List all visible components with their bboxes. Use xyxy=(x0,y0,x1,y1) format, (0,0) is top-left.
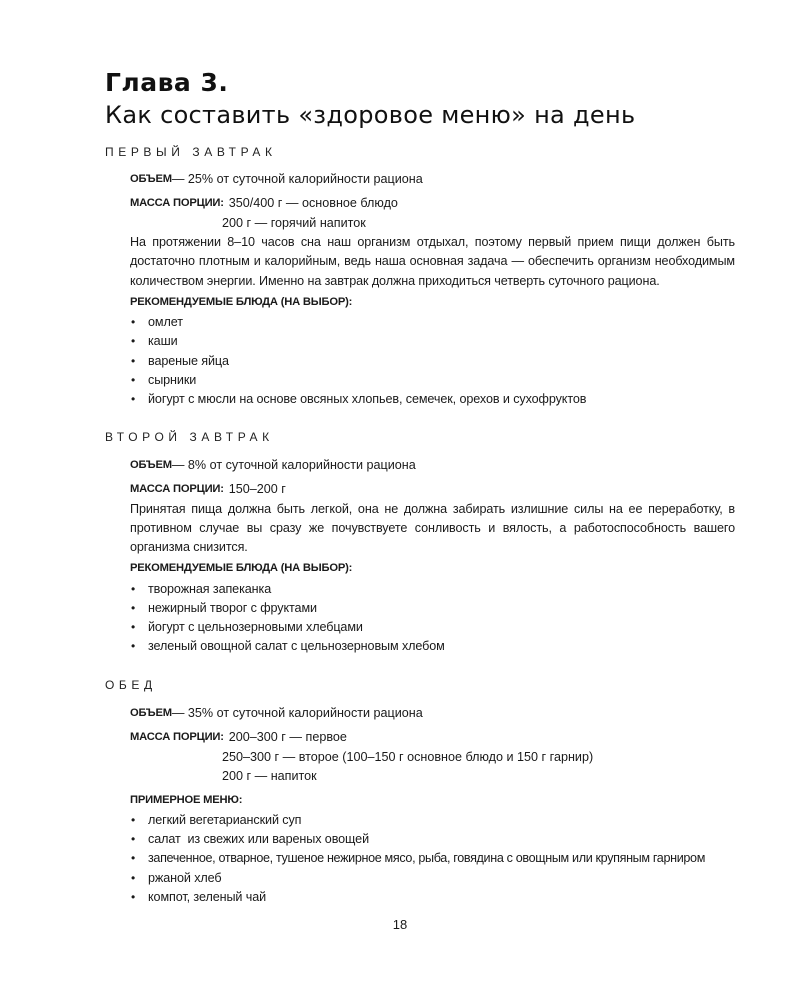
mass-line xyxy=(130,480,735,499)
mass-value: 250–300 г — второе (100–150 г основное блюдо и 150 г гарнир) xyxy=(222,749,594,764)
bullet-icon: • xyxy=(131,581,136,596)
list-item: • легкий вегетарианский суп xyxy=(130,811,735,830)
bullet-icon: • xyxy=(131,601,136,616)
chapter-number: Глава 3. xyxy=(105,68,229,97)
mass-value: 200–300 г — первое xyxy=(228,730,347,745)
list-item: • сырники xyxy=(130,371,735,390)
volume-text: — 25% от суточной калорийности рациона xyxy=(171,172,423,186)
volume-label: ОБЪЕМ xyxy=(130,707,172,719)
list-item: • запеченное, отварное, тушеное нежирное мясо, рыба, говядина с овощным или крупяным гарниром xyxy=(130,849,735,868)
mass-label: МАССА ПОРЦИИ: xyxy=(130,197,224,210)
list-item: • салат из свежих или вареных овощей xyxy=(130,830,735,849)
mass-label: МАССА ПОРЦИИ: xyxy=(130,731,224,744)
bullet-icon: • xyxy=(131,391,136,406)
volume-label: ОБЪЕМ xyxy=(130,173,172,185)
bullet-icon: • xyxy=(131,870,136,885)
section-heading-breakfast2: ВТОРОЙ ЗАВТРАК xyxy=(105,430,274,444)
list-item: • творожная запеканка xyxy=(130,580,735,599)
volume-text: — 35% от суточной калорийности рациона xyxy=(171,706,423,720)
bullet-icon: • xyxy=(131,639,136,654)
bullet-icon: • xyxy=(131,353,136,368)
list-title: ПРИМЕРНОЕ МЕНЮ: xyxy=(130,793,243,806)
section-heading-breakfast1: ПЕРВЫЙ ЗАВТРАК xyxy=(105,145,277,159)
section-heading-lunch: ОБЕД xyxy=(105,678,157,692)
mass-value: 150–200 г xyxy=(228,482,286,497)
bullet-icon: • xyxy=(131,334,136,349)
list-item: • йогурт с мюсли на основе овсяных хлопьев, семечек, орехов и сухофруктов xyxy=(130,390,735,409)
volume-line xyxy=(130,170,735,189)
bullet-icon: • xyxy=(131,851,136,866)
page-number: 18 xyxy=(392,917,408,932)
list-item: • зеленый овощной салат с цельнозерновым хлебом xyxy=(130,637,735,656)
mass-line xyxy=(130,728,735,747)
list-item: • вареные яйца xyxy=(130,352,735,371)
chapter-title: Как составить «здоровое меню» на день xyxy=(105,101,636,129)
bullet-icon: • xyxy=(131,889,136,904)
bullet-icon: • xyxy=(131,832,136,847)
mass-value: 200 г — напиток xyxy=(222,769,317,784)
list-item: • ржаной хлеб xyxy=(130,869,735,888)
list-item: • компот, зеленый чай xyxy=(130,888,735,907)
section-paragraph: Принятая пища должна быть легкой, она не должна забирать излишние силы на ее переработку, в противном случае вы сразу же почувствуете сонливость и вялость, а работоспособность вашего организма снизится. xyxy=(130,501,735,555)
section-lunch xyxy=(130,704,735,907)
bullet-icon: • xyxy=(131,372,136,387)
volume-text: — 8% от суточной калорийности рациона xyxy=(171,458,416,472)
dish-list xyxy=(130,580,735,657)
list-title: РЕКОМЕНДУЕМЫЕ БЛЮДА (НА ВЫБОР): xyxy=(130,562,353,575)
list-title: РЕКОМЕНДУЕМЫЕ БЛЮДА (НА ВЫБОР): xyxy=(130,295,353,308)
bullet-icon: • xyxy=(131,620,136,635)
bullet-icon: • xyxy=(131,813,136,828)
bullet-icon: • xyxy=(131,315,136,330)
volume-line xyxy=(130,704,735,723)
mass-label: МАССА ПОРЦИИ: xyxy=(130,483,224,496)
mass-value: 200 г — горячий напиток xyxy=(222,215,366,230)
volume-line xyxy=(130,456,735,475)
section-paragraph: На протяжении 8–10 часов сна наш организм отдыхал, поэтому первый прием пищи должен быть достаточно плотным и калорийным, ведь наша основная задача — обеспечить организм необходимым количеством энергии. Именно на завтрак должна приходиться четверть суточного рациона. xyxy=(130,235,735,288)
mass-line xyxy=(130,194,735,213)
list-item: • нежирный творог с фруктами xyxy=(130,599,735,618)
chapter-header xyxy=(105,68,745,131)
mass-value: 350/400 г — основное блюдо xyxy=(228,196,398,211)
menu-list xyxy=(130,811,735,907)
list-item: • йогурт с цельнозерновыми хлебцами xyxy=(130,618,735,637)
list-item: • каши xyxy=(130,332,735,351)
section-breakfast2 xyxy=(130,456,735,657)
volume-label: ОБЪЕМ xyxy=(130,459,172,471)
list-item: • омлет xyxy=(130,313,735,332)
section-breakfast1 xyxy=(130,170,735,409)
dish-list xyxy=(130,313,735,409)
